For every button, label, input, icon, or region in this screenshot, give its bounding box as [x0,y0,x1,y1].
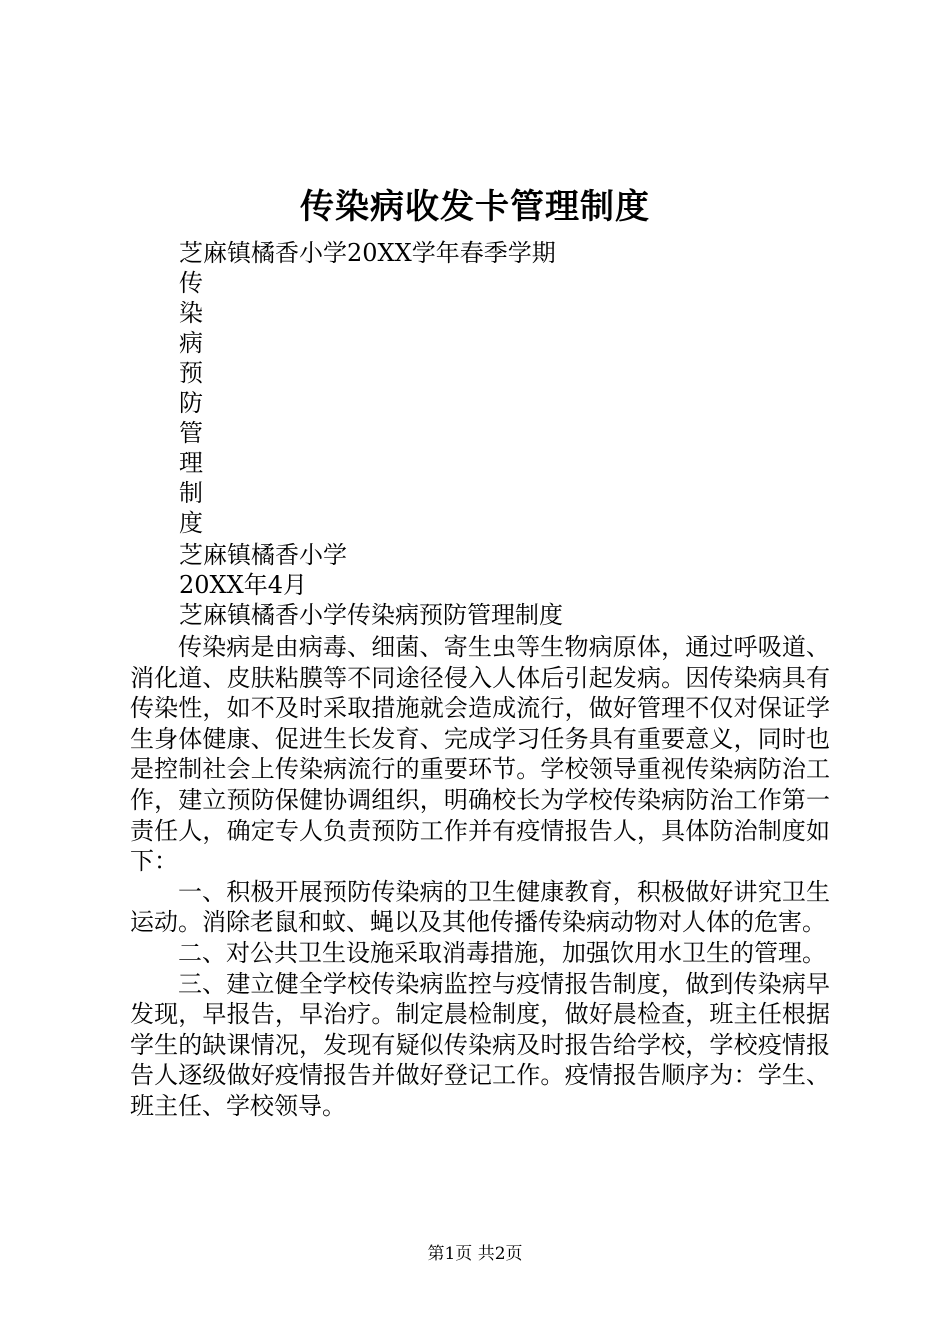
vertical-title-char: 理 [179,449,203,477]
vertical-title-char: 度 [179,509,203,537]
subtitle-term: 芝麻镇橘香小学20XX学年春季学期 [179,239,556,267]
vertical-title-char: 病 [179,329,203,357]
vertical-title-char: 传 [179,269,203,297]
document-title: 传染病收发卡管理制度 [300,187,650,227]
vertical-title-char: 预 [179,359,203,387]
vertical-title-char: 防 [179,389,203,417]
paragraph-item-2: 二、对公共卫生设施采取消毒措施，加强饮用水卫生的管理。 [178,938,826,967]
document-body [130,632,830,1122]
vertical-title-char: 染 [179,299,203,327]
paragraph-intro: 传染病是由病毒、细菌、寄生虫等生物病原体，通过呼吸道、消化道、皮肤粘膜等不同途径侵入人体后引起发病。因传染病具有传染性，如不及时采取措施就会造成流行，做好管理不仅对保证学生身体健康、促进生长发育、完成学习任务具有重要意义，同时也是控制社会上传染病流行的重要环节。学校领导重视传染病防治工作，建立预防保健协调组织，明确校长为学校传染病防治工作第一责任人，确定专人负责预防工作并有疫情报告人，具体防治制度如下： [130,633,830,876]
school-name: 芝麻镇橘香小学 [179,541,347,569]
vertical-title-char: 管 [179,419,203,447]
paragraph-item-1: 一、积极开展预防传染病的卫生健康教育，积极做好讲究卫生运动。消除老鼠和蚊、蝇以及其他传播传染病动物对人体的危害。 [130,877,830,937]
section-title: 芝麻镇橘香小学传染病预防管理制度 [179,601,563,629]
vertical-title-char: 制 [179,479,203,507]
paragraph-item-3: 三、建立健全学校传染病监控与疫情报告制度，做到传染病早发现，早报告，早治疗。制定晨检制度，做好晨检查，班主任根据学生的缺课情况，发现有疑似传染病及时报告给学校，学校疫情报告人逐级做好疫情报告并做好登记工作。疫情报告顺序为：学生、班主任、学校领导。 [130,969,830,1120]
document-date: 20XX年4月 [179,571,307,599]
page-footer: 第1页 共2页 [427,1244,523,1264]
